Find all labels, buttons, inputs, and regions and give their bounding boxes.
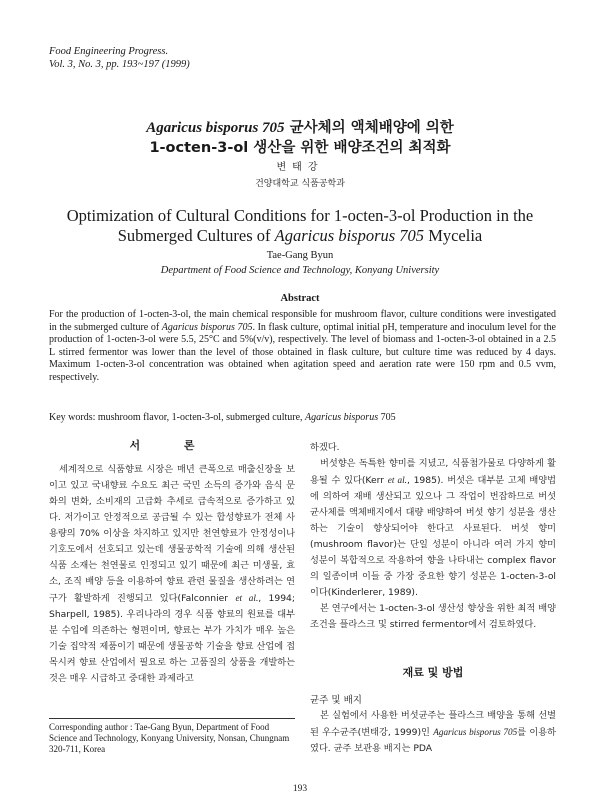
abstract-text-post: . In flask culture, optimal initial pH, temperature and inoculum level for the production of 1-octen-3-ol were 5.5, 25°C and 5%(v/v), respectively. The level of biomass and 1-octen-3-ol obtained in a 2.5 L stirred fermentor was lower than the level of those obtained in flask culture, but culture time was reduced by 4 days. Maximum 1-octen-3-ol concentration was obtained when agitation speed and aeration rate were 150 rpm and 0.5 vvm, respectively. (49, 321, 556, 383)
abstract-species: Agaricus bisporus 705 (161, 321, 253, 333)
abstract-heading: Abstract (280, 293, 320, 304)
intro-left-column (49, 462, 295, 687)
intro-continued-p1-post: , 1985). 버섯은 대부분 고체 배양법에 의하여 재배 생산되고 있으나 그 작업이 번잡하므로 버섯 균사체를 액체배지에서 대량 배양하여 버섯 향기 성분을 생산하는 기술이 향상되어야 한다고 사료된다. 버섯 향미(mushroom flavor)는 단일 성분이 아니라 여러 가지 향미 성분이 복합적으로 작용하여 향을 나타내는 complex flavor의 일종이며 이들 중 가장 중요한 향기 성분은 1-octen-3-ol 이다(Kinderlerer, 1989). (310, 475, 556, 598)
intro-continued-p0: 하겠다. (310, 442, 340, 453)
korean-author: 변태강 (276, 162, 324, 173)
journal-name: Food Engineering Progress. (49, 46, 169, 57)
intro-cite-etal: et al. (235, 593, 259, 603)
english-title (0, 206, 600, 246)
korean-title (0, 118, 600, 158)
keywords-strain: 705 (378, 412, 396, 423)
english-title-species: Agaricus bisporus 705 (274, 226, 425, 245)
methods-subheading: 균주 및 배지 (310, 695, 362, 706)
korean-title-species: Agaricus bisporus 705 (146, 120, 285, 136)
english-author: Tae-Gang Byun (266, 250, 334, 261)
methods-heading: 재료 및 방법 (402, 666, 464, 679)
methods-column (310, 708, 556, 757)
keywords-label: Key words: (49, 412, 98, 423)
korean-title-line1-rest: 균사체의 액체배양에 의한 (284, 120, 454, 136)
english-title-line1: Optimization of Cultural Conditions for 1-octen-3-ol Production in the (66, 206, 534, 225)
methods-p1-pre: 본 실험에서 사용한 버섯균주는 플라스크 배양을 통해 선별된 우수균주(변태강, 1999)인 (310, 710, 556, 738)
intro-continued-p1 (310, 456, 556, 601)
intro-continued-etal: et al. (387, 475, 407, 485)
intro-p1: 세계적으로 식품향료 시장은 매년 큰폭으로 매출신장을 보이고 있고 국내향료 수요도 최근 국민 소득의 증가와 음식 문화의 변화, 소비재의 고급화 추세로 급속적으로 증가하고 있다. 저가이고 안정적으로 공급될 수 있는 합성향료가 전체 사용량의 70% 이상을 차지하고 있지만 천연향료가 안정성이나 기호도에서 선호되고 있는데 생물공학적 기술에 의해 생산된 식품 소재는 천연물로 인정되고 있기 때문에 최근 미생물, 효소, 조직 배양 등을 이용하여 향료 관련 물질을 생산하려는 연구가 활발하게 진행되고 있다( (49, 464, 295, 604)
methods-species: Agaricus bisporus 705 (433, 727, 518, 737)
english-affiliation: Department of Food Science and Technology, Konyang University (160, 265, 440, 276)
page-number: 193 (292, 784, 308, 794)
intro-right-column (310, 440, 556, 633)
abstract-text (49, 309, 556, 385)
korean-title-line1 (0, 118, 600, 138)
methods-p1 (310, 708, 556, 757)
korean-title-line2: 1-octen-3-ol 생산을 위한 배양조건의 최적화 (149, 140, 451, 156)
abstract-text-pre: For the production of 1-octen-3-ol, the main chemical responsible for mushroom flavor, culture conditions were investigated in the submerged culture of (49, 309, 556, 333)
english-title-line2-pre: Submerged Cultures of (117, 226, 275, 245)
methods-p1-post: 를 이용하였다. 균주 보관용 배지는 PDA (310, 727, 556, 754)
english-title-line2-post: Mycelia (424, 226, 483, 245)
intro-continued-p1-pre: 버섯향은 독특한 향미를 지녔고, 식품첨가물로 다양하게 활용될 수 있다(Kerr (310, 458, 556, 486)
keywords (49, 412, 556, 424)
intro-cite-rest: , 1994; Sharpell, 1985). 우리나라의 경우 식품 향료의 원료를 대부분 수입에 의존하는 형편이며, 향료는 부가 가치가 매우 높은 기술 집약적 제품이기 때문에 생물공학 기술을 향료 산업에 접목시켜 향료 산업에서 필요로 하는 고품질의 상품을 개발하는 것은 매우 시급하고 중대한 과제라고 (49, 593, 296, 684)
footnote: Corresponding author : Tae-Gang Byun, Department of Food Science and Technology, Konyang University, Nonsan, Chungnam 320-711, Korea (49, 722, 290, 754)
keywords-text: mushroom flavor, 1-octen-3-ol, submerged culture, (97, 412, 306, 423)
footnote-divider (49, 718, 295, 719)
intro-cite-author: Falconnier (181, 593, 236, 604)
english-title-line2 (0, 226, 600, 246)
intro-continued-p2: 본 연구에서는 1-octen-3-ol 생산성 향상을 위한 최적 배양조건을 플라스크 및 stirred fermentor에서 검토하였다. (310, 603, 556, 630)
keywords-species: Agaricus bisporus (305, 412, 379, 423)
intro-paragraph (49, 462, 295, 687)
journal-citation: Vol. 3, No. 3, pp. 193~197 (1999) (49, 59, 190, 70)
intro-heading: 서 론 (129, 439, 215, 452)
journal-header (49, 45, 190, 71)
korean-affiliation: 건양대학교 식품공학과 (255, 179, 345, 189)
